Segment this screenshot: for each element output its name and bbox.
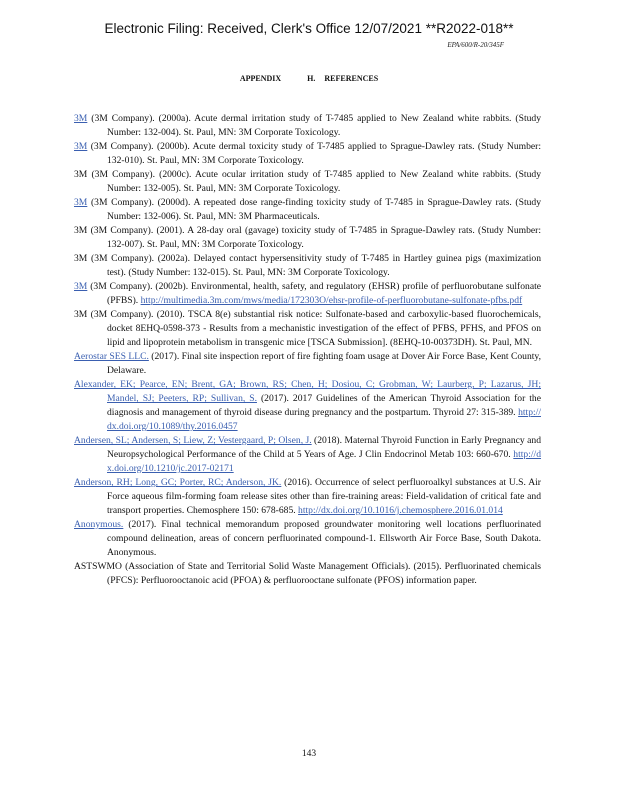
- filing-header: Electronic Filing: Received, Clerk's Office 12/07/2021 **R2022-018**: [104, 21, 514, 36]
- reference-author: ASTSWMO: [74, 561, 122, 572]
- reference-entry: [74, 308, 541, 350]
- reference-entry: [74, 252, 541, 280]
- appendix-letter: H.: [307, 74, 316, 83]
- reference-text: (3M Company). (2000a). Acute dermal irritation study of T-7485 applied to New Zealand white rabbits. (Study Number: 132-004). St. Paul, MN: 3M Corporate Toxicology.: [87, 113, 541, 138]
- reference-entry: [74, 168, 541, 196]
- reference-author[interactable]: 3M: [74, 281, 88, 292]
- report-code: EPA/600/R-20/345F: [447, 41, 504, 49]
- reference-text: (2018). Maternal Thyroid Function in Early Pregnancy and Neuropsychological Performance of the Child at 5 Years of Age. J Clin Endocrinol Metab 103: 660-670.: [107, 435, 541, 460]
- reference-text: (2017). Final technical memorandum proposed groundwater monitoring well locations perfluorinated compound delineation, areas of concern perfluorinated compound-1. Ellsworth Air Force Base, South Dakota. Anonymous.: [107, 519, 541, 558]
- reference-link[interactable]: http://dx.doi.org/10.1210/jc.2017-02171: [107, 449, 541, 474]
- reference-entry: [74, 140, 541, 168]
- reference-link[interactable]: http://dx.doi.org/10.1089/thy.2016.0457: [107, 407, 541, 432]
- reference-entry: [74, 280, 541, 308]
- reference-text: (3M Company). (2010). TSCA 8(e) substantial risk notice: Sulfonate-based and carboxylic-based fluorochemicals, docket 8EHQ-0598-373 - Results from a mechanistic investigation of the effect of PFBS, PFHS, and PFOS on lipid and lipoprotein metabolism in transgenic mice [TSCA Submission]. (8EHQ-10-00373DH). St. Paul, MN.: [87, 309, 541, 348]
- reference-text: (2016). Occurrence of select perfluoroalkyl substances at U.S. Air Force aqueous film-forming foam release sites other than fire-training areas: Field-validation of critical fate and transport properties. Chemosphere 150: 678-685.: [107, 477, 541, 516]
- reference-text: (2017). 2017 Guidelines of the American Thyroid Association for the diagnosis and management of thyroid disease during pregnancy and the postpartum. Thyroid 27: 315-389.: [107, 393, 541, 418]
- reference-author[interactable]: Anonymous.: [74, 519, 124, 530]
- reference-text: (3M Company). (2002a). Delayed contact hypersensitivity study of T-7485 in Hartley guinea pigs (maximization test). (Study Number: 132-015). St. Paul, MN: 3M Corporate Toxicology.: [87, 253, 541, 278]
- appendix-label: APPENDIX: [239, 74, 282, 83]
- reference-text: (3M Company). (2000d). A repeated dose range-finding toxicity study of T-7485 in Sprague-Dawley rats. (Study Number: 132-006). St. Paul, MN: 3M Pharmaceuticals.: [87, 197, 541, 222]
- reference-author: 3M: [74, 309, 88, 320]
- reference-text: (3M Company). (2000c). Acute ocular irritation study of T-7485 applied to New Zealand white rabbits. (Study Number: 132-005). St. Paul, MN: 3M Corporate Toxicology.: [87, 169, 541, 194]
- reference-author[interactable]: 3M: [74, 197, 88, 208]
- reference-author[interactable]: 3M: [74, 141, 88, 152]
- reference-entry: [74, 112, 541, 140]
- reference-author: 3M: [74, 253, 88, 264]
- reference-entry: [74, 224, 541, 252]
- reference-list: [74, 112, 541, 588]
- reference-entry: [74, 378, 541, 434]
- reference-author: 3M: [74, 225, 88, 236]
- reference-author[interactable]: Andersen, SL; Andersen, S; Liew, Z; Vestergaard, P; Olsen, J.: [74, 435, 312, 446]
- reference-entry: [74, 434, 541, 476]
- reference-text: (3M Company). (2001). A 28-day oral (gavage) toxicity study of T-7485 in Sprague-Dawley rats. (Study Number: 132-007). St. Paul, MN: 3M Corporate Toxicology.: [87, 225, 541, 250]
- reference-entry: [74, 518, 541, 560]
- reference-author[interactable]: 3M: [74, 113, 88, 124]
- reference-entry: [74, 196, 541, 224]
- reference-entry: [74, 350, 541, 378]
- reference-link[interactable]: http://dx.doi.org/10.1016/j.chemosphere.2016.01.014: [298, 505, 503, 516]
- reference-author: 3M: [74, 169, 88, 180]
- reference-entry: [74, 476, 541, 518]
- appendix-title: REFERENCES: [324, 74, 379, 83]
- section-heading: [0, 74, 618, 83]
- reference-author[interactable]: Anderson, RH; Long, GC; Porter, RC; Anderson, JK.: [74, 477, 282, 488]
- reference-text: (2017). Final site inspection report of fire fighting foam usage at Dover Air Force Base, Kent County, Delaware.: [107, 351, 541, 376]
- reference-entry: [74, 560, 541, 588]
- page-number: 143: [301, 749, 317, 759]
- reference-author[interactable]: Aerostar SES LLC.: [74, 351, 149, 362]
- reference-author[interactable]: Alexander, EK; Pearce, EN; Brent, GA; Brown, RS; Chen, H; Dosiou, C; Grobman, W; Laurberg, P; Lazarus, JH; Mandel, SJ; Peeters, RP; Sullivan, S.: [74, 379, 541, 404]
- reference-text: (3M Company). (2002b). Environmental, health, safety, and regulatory (EHSR) profile of perfluorobutane sulfonate (PFBS).: [87, 281, 541, 306]
- reference-link[interactable]: http://multimedia.3m.com/mws/media/172303O/ehsr-profile-of-perfluorobutane-sulfonate-pfbs.pdf: [140, 295, 523, 306]
- reference-text: (Association of State and Territorial Solid Waste Management Officials). (2015). Perfluorinated chemicals (PFCS): Perfluorooctanoic acid (PFOA) & perfluorooctane sulfonate (PFOS) information paper.: [107, 561, 541, 586]
- reference-text: (3M Company). (2000b). Acute dermal toxicity study of T-7485 applied to Sprague-Dawley rats. (Study Number: 132-010). St. Paul, MN: 3M Corporate Toxicology.: [87, 141, 541, 166]
